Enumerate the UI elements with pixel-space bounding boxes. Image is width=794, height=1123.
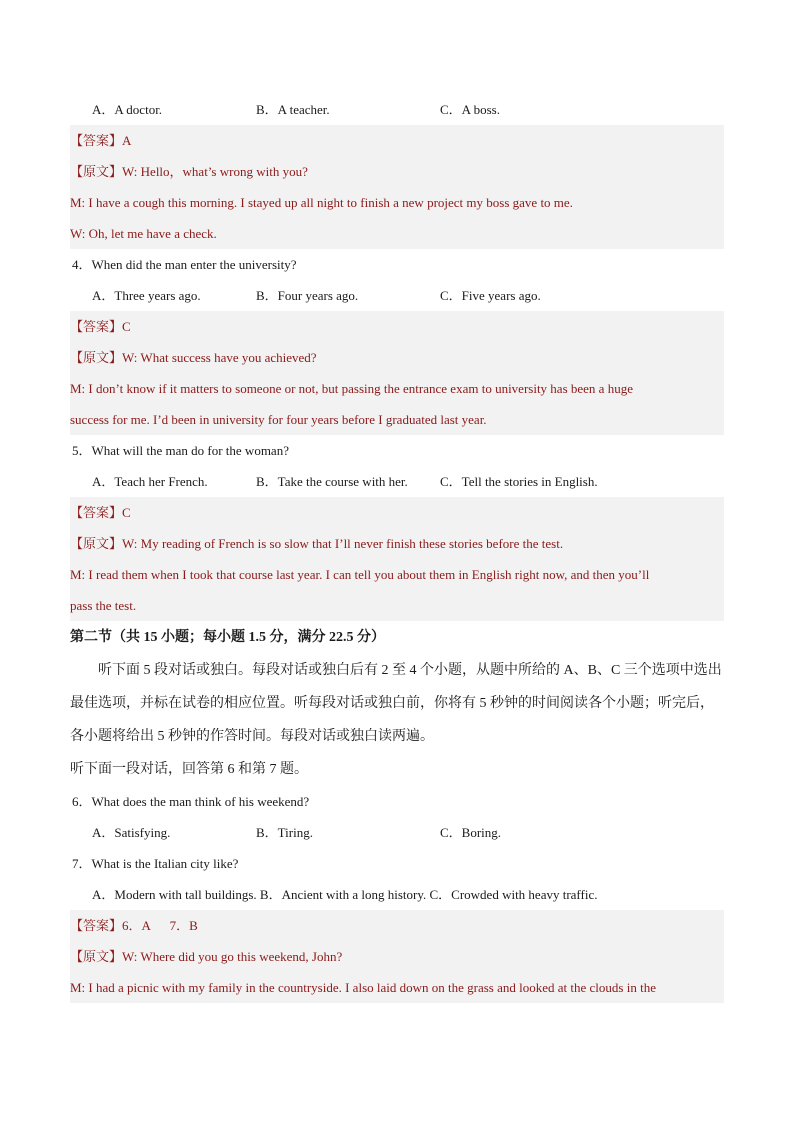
answer-value: C bbox=[122, 319, 131, 334]
transcript-tag: 【原文】 bbox=[70, 164, 123, 179]
q3-transcript-line bbox=[70, 156, 724, 187]
dialogue-prompt: 听下面一段对话，回答第 6 和第 7 题。 bbox=[70, 762, 308, 777]
q4-answer bbox=[70, 311, 724, 342]
answer-tag: 【答案】 bbox=[70, 505, 123, 520]
transcript-text: W: Where did you go this weekend, John? bbox=[122, 949, 343, 964]
q7-options-text: A．Modern with tall buildings. B．Ancient with a long history. C．Crowded with heavy traffic. bbox=[92, 887, 598, 902]
answer-value: 6．A 7．B bbox=[122, 918, 198, 933]
q5-option-b: B．Take the course with her. bbox=[256, 474, 408, 489]
q3-option-b: B．A teacher. bbox=[256, 102, 330, 117]
q3-options bbox=[70, 94, 724, 125]
q5-option-c: C．Tell the stories in English. bbox=[440, 474, 598, 489]
q4-transcript-line: success for me. I’d been in university for four years before I graduated last year. bbox=[70, 404, 724, 435]
q4-options bbox=[70, 280, 724, 311]
q6-option-a: A．Satisfying. bbox=[92, 825, 171, 840]
instructions-line: 各小题将给出 5 秒钟的作答时间。每段对话或独白读两遍。 bbox=[70, 729, 434, 744]
transcript-tag: 【原文】 bbox=[70, 536, 123, 551]
q6-option-b: B．Tiring. bbox=[256, 825, 313, 840]
q6-option-c: C．Boring. bbox=[440, 825, 502, 840]
answer-tag: 【答案】 bbox=[70, 918, 123, 933]
q5-question: 5．What will the man do for the woman? bbox=[72, 443, 289, 458]
transcript-text: W: What success have you achieved? bbox=[122, 350, 317, 365]
exam-page bbox=[70, 94, 724, 1003]
q5-transcript-line: pass the test. bbox=[70, 590, 724, 621]
q4-option-b: B．Four years ago. bbox=[256, 288, 359, 303]
q67-answer bbox=[70, 910, 724, 941]
q3-transcript-line: M: I have a cough this morning. I stayed up all night to finish a new project my boss gave to me. bbox=[70, 187, 724, 218]
q3-option-c: C．A boss. bbox=[440, 102, 500, 117]
q7-question: 7．What is the Italian city like? bbox=[72, 856, 239, 871]
q5-answer bbox=[70, 497, 724, 528]
answer-value: C bbox=[122, 505, 131, 520]
q3-option-a: A．A doctor. bbox=[92, 102, 163, 117]
transcript-tag: 【原文】 bbox=[70, 949, 123, 964]
transcript-text: W: Hello，what’s wrong with you? bbox=[122, 164, 308, 179]
q4-transcript-line: M: I don’t know if it matters to someone or not, but passing the entrance exam to university has been a huge bbox=[70, 373, 724, 404]
q5-option-a: A．Teach her French. bbox=[92, 474, 208, 489]
transcript-tag: 【原文】 bbox=[70, 350, 123, 365]
q67-transcript-line: M: I had a picnic with my family in the countryside. I also laid down on the grass and looked at the clouds in the bbox=[70, 972, 724, 1003]
answer-value: A bbox=[122, 133, 132, 148]
answer-tag: 【答案】 bbox=[70, 319, 123, 334]
q5-transcript-line: M: I read them when I took that course last year. I can tell you about them in English right now, and then you’ll bbox=[70, 559, 724, 590]
section-title: 第二节（共 15 小题；每小题 1.5 分，满分 22.5 分） bbox=[70, 630, 385, 645]
q3-answer bbox=[70, 125, 724, 156]
q6-question: 6．What does the man think of his weekend? bbox=[72, 794, 310, 809]
q4-option-c: C．Five years ago. bbox=[440, 288, 541, 303]
q4-option-a: A．Three years ago. bbox=[92, 288, 201, 303]
transcript-text: W: My reading of French is so slow that I’ll never finish these stories before the test. bbox=[122, 536, 564, 551]
instructions-line: 最佳选项，并标在试卷的相应位置。听每段对话或独白前，你将有 5 秒钟的时间阅读各个小题；听完后， bbox=[70, 696, 714, 711]
q4-transcript-line bbox=[70, 342, 724, 373]
q6-options bbox=[70, 817, 724, 848]
answer-tag: 【答案】 bbox=[70, 133, 123, 148]
q3-transcript-line: W: Oh, let me have a check. bbox=[70, 218, 724, 249]
q5-transcript-line bbox=[70, 528, 724, 559]
q5-options bbox=[70, 466, 724, 497]
instructions-line: 听下面 5 段对话或独白。每段对话或独白后有 2 至 4 个小题，从题中所给的 A、B、C 三个选项中选出 bbox=[98, 663, 722, 678]
q67-transcript-line bbox=[70, 941, 724, 972]
q7-options bbox=[70, 879, 724, 910]
q4-question: 4．When did the man enter the university? bbox=[72, 257, 297, 272]
